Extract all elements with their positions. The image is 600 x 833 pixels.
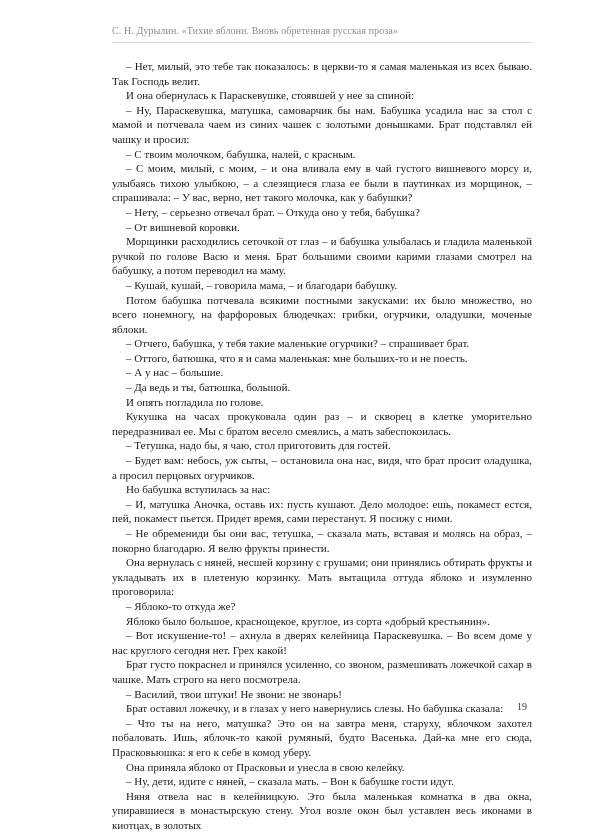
- paragraph: – Василий, твои штуки! Не звони: не звонарь!: [126, 688, 342, 701]
- paragraph: Брат густо покраснел и принялся усиленно, со звоном, размешивать ложечкой сахар в чашке. Мать строго на него посмотрела.: [112, 659, 532, 686]
- page-number: 19: [517, 702, 527, 713]
- paragraph: – Ну, Параскевушка, матушка, самоварчик бы нам. Бабушка усадила нас за стол с мамой и потчевала чаем из синих чашек с золотыми донышками. Брат подставлял ей чашку и просил:: [112, 104, 532, 146]
- paragraph: – Кушай, кушай, – говорила мама, – и благодари бабушку.: [126, 279, 398, 292]
- paragraph: – И, матушка Аночка, оставь их: пусть кушают. Дело молодое: ешь, покамест естся, пей, покамест пьется. Придет время, сами перестанут. Я посижу с ними.: [112, 498, 532, 526]
- paragraph: – С моим, милый, с моим, – и она вливала ему в чай густого вишневого морсу и, улыбаясь тихою улыбкою, – а слезящиеся глаза ее были в паутинках из морщинок, – спрашивала: – У вас, верно, нет такого молочка, как у бабушки?: [112, 163, 532, 205]
- body-text: [112, 60, 532, 833]
- paragraph: – Тетушка, надо бы, я чаю, стол приготовить для гостей.: [126, 440, 391, 453]
- paragraph: – Вот искушение-то! – ахнула в дверях келейница Параскевушка. – Во всем доме у нас круглого сегодня нет. Грех какой!: [112, 630, 532, 657]
- paragraph: Няня отвела нас в келейницкую. Это была маленькая комнатка в два окна, упиравшиеся в монастырскую стену. Угол возле окон был уставлен весь иконами в киотцах, в золотых: [112, 790, 532, 832]
- paragraph: Яблоко было большое, краснощекое, круглое, из сорта «добрый крестьянин».: [126, 615, 490, 628]
- paragraph: Брат оставил ложечку, и в глазах у него навернулись слезы. Но бабушка сказала:: [126, 703, 504, 716]
- header-divider: [112, 42, 532, 43]
- paragraph: – Яблоко-то откуда же?: [126, 600, 236, 613]
- paragraph: Кукушка на часах прокуковала один раз – и скворец в клетке уморительно передразнивал ее. Мы с братом весело смеялись, а мать забеспокоилась.: [112, 411, 532, 438]
- paragraph: Она приняла яблоко от Прасковьи и унесла в свою келейку.: [126, 761, 405, 774]
- paragraph: – Ну, дети, идите с няней, – сказала мать. – Вон к бабушке гости идут.: [126, 776, 454, 789]
- paragraph: – Нету, – серьезно отвечал брат. – Откуда оно у тебя, бабушка?: [126, 206, 420, 219]
- paragraph: – А у нас – большие.: [126, 367, 224, 380]
- paragraph: Но бабушка вступилась за нас:: [126, 484, 271, 497]
- paragraph: – Оттого, батюшка, что я и сама маленькая: мне больших-то и не поесть.: [126, 352, 468, 365]
- paragraph: Морщинки расходились сеточкой от глаз – и бабушка улыбалась и гладила маленькой ручкой по голове Васю и меня. Брат большими своими карими глазами смотрел на бабушку, а потом переводил на маму.: [112, 236, 532, 278]
- paragraph: Потом бабушка потчевала всякими постными закусками: их было множество, но всего понемногу, на фарфоровых блюдечках: грибки, огурчики, оладушки, моченые яблоки.: [112, 294, 532, 336]
- paragraph: – Да ведь и ты, батюшка, большой.: [126, 382, 291, 395]
- paragraph: И она обернулась к Параскевушке, стоявшей у нее за спиной:: [126, 90, 415, 103]
- paragraph: – Будет вам: небось, уж сыты, – остановила она нас, видя, что брат просит оладушка, а просил перцовых огурчиков.: [112, 455, 532, 482]
- paragraph: Она вернулась с няней, несшей корзину с грушами; они принялись обтирать фрукты и укладывать их в плетеную корзинку. Мать вытащила оттуда яблоко и изумленно проговорила:: [112, 557, 532, 599]
- paragraph: – Не обремениди бы они вас, тетушка, – сказала мать, вставая и молясь на образ, – покорно благодарю. Я велю фрукты принести.: [112, 528, 532, 555]
- paragraph: – Нет, милый, это тебе так показалось: в церкви-то я самая маленькая из всех бываю. Так Господь велит.: [112, 61, 532, 88]
- paragraph: – С твоим молочком, бабушка, налей, с красным.: [126, 148, 356, 161]
- paragraph: И опять погладила по голове.: [126, 396, 264, 409]
- paragraph: – От вишневой коровки.: [126, 221, 240, 234]
- paragraph: – Что ты на него, матушка? Это он на завтра меня, старуху, яблочком захотел побаловать. Ишь, яблочк-то какой румяный, будто Васенька. Дай-ка мне его сюда, Прасковьюшка: я его к себе в комод уберу.: [112, 717, 532, 759]
- running-header: С. Н. Дурылин. «Тихие яблони. Вновь обретенная русская проза»: [112, 26, 398, 37]
- paragraph: – Отчего, бабушка, у тебя такие маленькие огурчики? – спрашивает брат.: [126, 338, 470, 351]
